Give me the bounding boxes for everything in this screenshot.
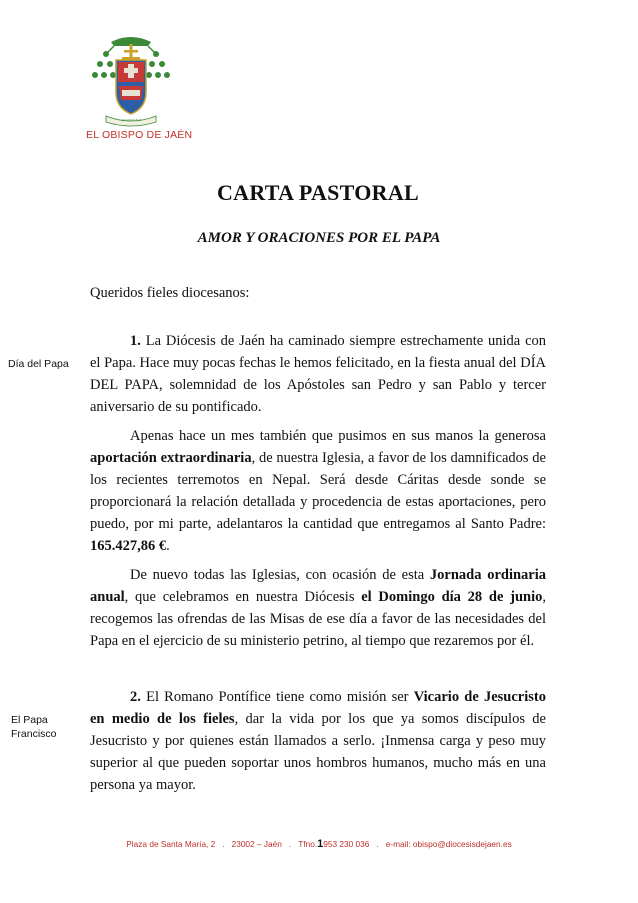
margin-note-el-papa	[8, 713, 57, 741]
paragraph-1: 1. La Diócesis de Jaén ha caminado siempre estrechamente unida con el Papa. Hace muy pocas fechas le hemos felicitado, en la fiesta anual del DÍA DEL PAPA, solemnidad de los Apóstoles san Pedro y san Pablo y tercer aniversario de su pontificado.	[90, 333, 546, 415]
margin-note-line-2: Francisco	[11, 728, 57, 740]
paragraph-4: 2. El Romano Pontífice tiene como misión ser Vicario de Jesucristo en medio de los fieles, dar la vida por los que ya somos discípulos de Jesucristo y por quienes están llamados a serlo. ¡Inmensa carga y peso muy superior al que pueden soportar unos hombros humanos, mucho más en una persona ya mayor.	[90, 689, 546, 793]
footer-separator: .	[222, 839, 225, 849]
footer-address: Plaza de Santa María, 2	[126, 839, 216, 849]
issuer-name: EL OBISPO DE JAÉN	[86, 129, 193, 141]
margin-note-dia-del-papa: Día del Papa	[8, 358, 69, 370]
margin-note-line-1: El Papa	[11, 714, 48, 726]
footer-email[interactable]: e-mail: obispo@diocesisdejaen.es	[385, 839, 512, 849]
page-number: 1	[317, 838, 324, 850]
document-title: CARTA PASTORAL	[216, 180, 420, 205]
footer-phone: 953 230 036	[323, 839, 370, 849]
footer-phone-label: Tfno.	[298, 839, 318, 849]
section-2	[90, 686, 546, 803]
paragraph-3: De nuevo todas las Iglesias, con ocasión de esta Jornada ordinaria anual, que celebramos en nuestra Diócesis el Domingo día 28 de junio, recogemos las ofrendas de las Misas de ese día a favor de las necesidades del Papa en el ejercicio de su ministerio petrino, al tiempo que rezaremos por él.	[90, 567, 547, 649]
greeting: Queridos fieles diocesanos:	[90, 285, 250, 301]
footer-separator: .	[288, 839, 292, 849]
section-1	[90, 330, 546, 659]
page-footer	[0, 838, 638, 850]
episcopal-crest-logo	[86, 30, 176, 130]
paragraph-2: Apenas hace un mes también que pusimos en sus manos la generosa aportación extraordinaria, de nuestra Iglesia, a favor de los damnificados de los recientes terremotos en Nepal. Será desde Cáritas desde sonde se proporcionará la relación detallada y procedencia de estas aportaciones, pero puedo, por mi parte, adelantaros la cantidad que entregamos al Santo Padre: 165.427,86 €.	[90, 428, 546, 554]
crest-motto: IN MANU TUA	[122, 118, 142, 122]
footer-postal: 23002 – Jaén	[231, 839, 282, 849]
document-subtitle: AMOR Y ORACIONES POR EL PAPA	[197, 230, 441, 246]
footer-separator: .	[376, 839, 379, 849]
